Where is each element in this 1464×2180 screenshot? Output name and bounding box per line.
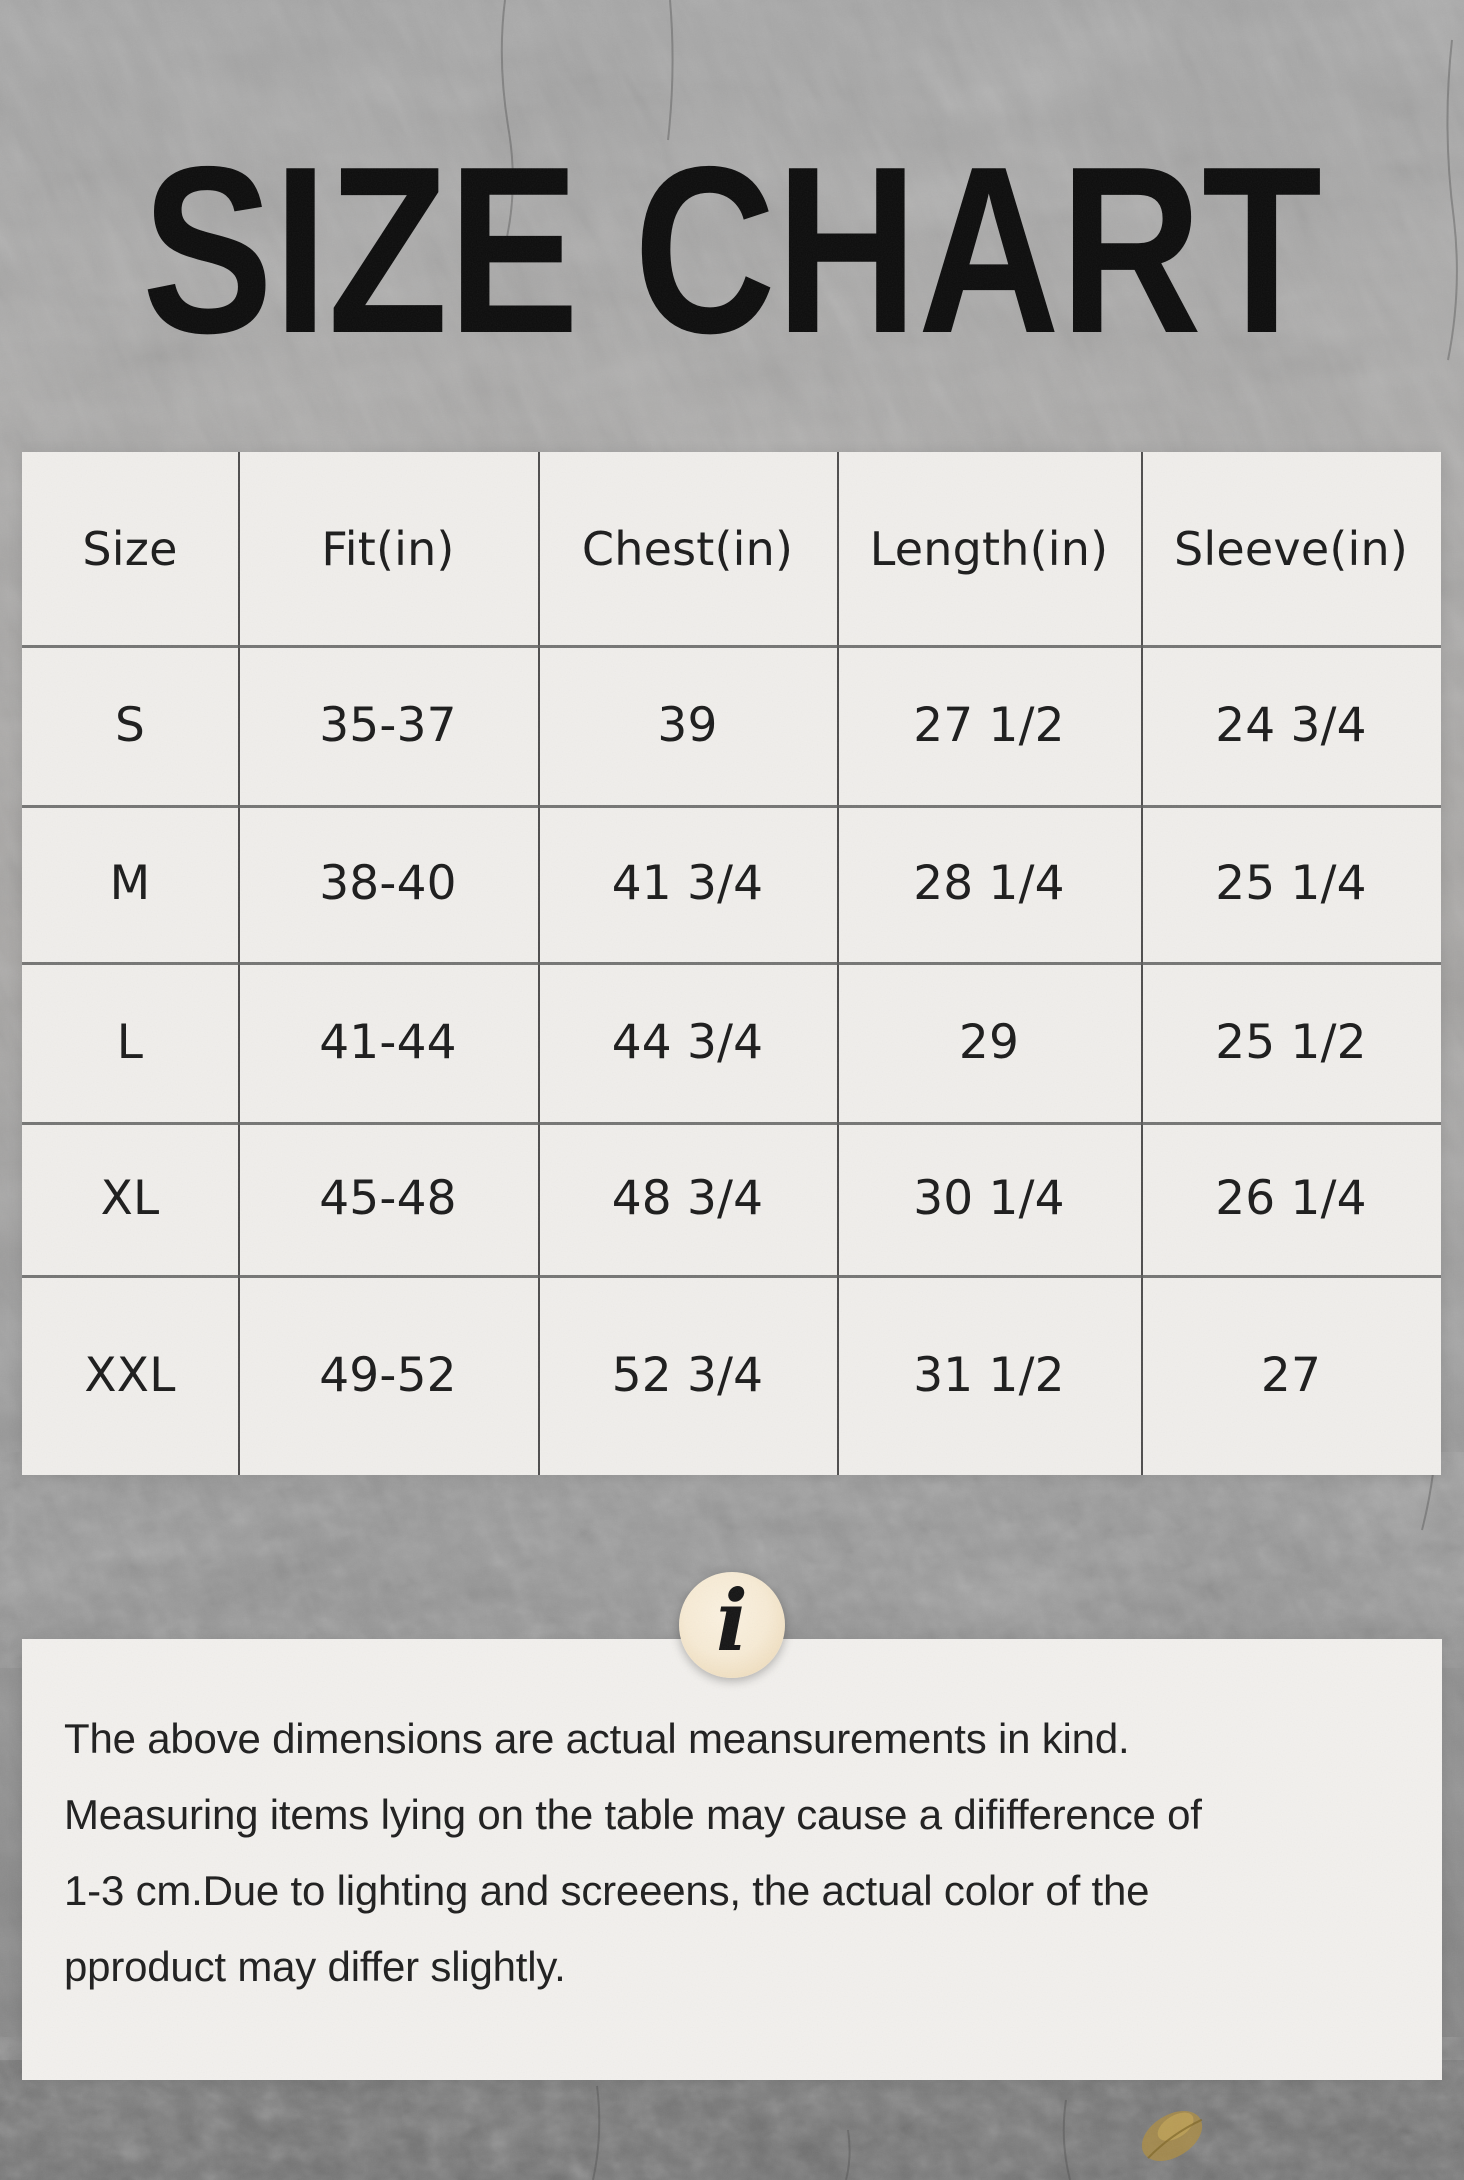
cell-m-fit: 38-40 — [319, 856, 457, 911]
title-svg — [0, 120, 1464, 380]
table-row-divider — [22, 962, 1441, 965]
cell-xl-size: XL — [100, 1171, 160, 1226]
cell-s-chest: 39 — [657, 697, 718, 753]
cell-s-size: S — [114, 697, 146, 753]
cell-xxl-length: 31 1/2 — [913, 1347, 1065, 1403]
info-icon — [679, 1572, 785, 1678]
cell-l-chest: 44 3/4 — [611, 1014, 764, 1070]
note-line: pproduct may differ slightly. — [64, 1943, 566, 1990]
cell-xxl-fit: 49-52 — [319, 1347, 457, 1403]
cell-xl-length: 30 1/4 — [913, 1171, 1065, 1226]
cell-m-sleeve: 25 1/4 — [1215, 856, 1367, 911]
cell-s-length: 27 1/2 — [913, 697, 1065, 753]
note-line: 1-3 cm.Due to lighting and screeens, the actual color of the — [64, 1867, 1150, 1914]
table-row-divider — [22, 1122, 1441, 1125]
cell-s-sleeve: 24 3/4 — [1215, 697, 1367, 753]
cell-s-fit: 35-37 — [319, 697, 457, 753]
cell-m-chest: 41 3/4 — [611, 856, 764, 911]
table-row-divider — [22, 1275, 1441, 1278]
column-header-length: Length(in) — [869, 521, 1109, 576]
cell-l-fit: 41-44 — [319, 1014, 457, 1070]
size-table — [22, 452, 1441, 1475]
info-icon-glyph: i — [716, 1571, 748, 1670]
note-line: The above dimensions are actual meansurements in kind. — [64, 1715, 1130, 1762]
title-block — [0, 120, 1464, 380]
cell-xl-sleeve: 26 1/4 — [1215, 1171, 1367, 1226]
cell-l-size: L — [116, 1014, 144, 1070]
page-title: SIZE CHART — [142, 120, 1322, 380]
table-header-divider — [22, 645, 1441, 648]
cell-xxl-size: XXL — [84, 1347, 176, 1403]
cell-l-length: 29 — [958, 1014, 1020, 1070]
column-header-fit: Fit(in) — [321, 521, 455, 576]
cell-m-size: M — [109, 856, 151, 911]
cell-m-length: 28 1/4 — [913, 856, 1065, 911]
cell-xxl-sleeve: 27 — [1260, 1347, 1322, 1403]
cell-xl-fit: 45-48 — [319, 1171, 457, 1226]
column-header-chest: Chest(in) — [581, 521, 794, 576]
cell-xl-chest: 48 3/4 — [611, 1171, 764, 1226]
cell-xxl-chest: 52 3/4 — [611, 1347, 764, 1403]
column-header-size: Size — [82, 521, 178, 576]
note-panel — [22, 1639, 1442, 2080]
table-row-divider — [22, 805, 1441, 808]
note-line: Measuring items lying on the table may cause a dififference of — [64, 1791, 1202, 1838]
cell-l-sleeve: 25 1/2 — [1215, 1014, 1367, 1070]
column-header-sleeve: Sleeve(in) — [1174, 521, 1408, 576]
